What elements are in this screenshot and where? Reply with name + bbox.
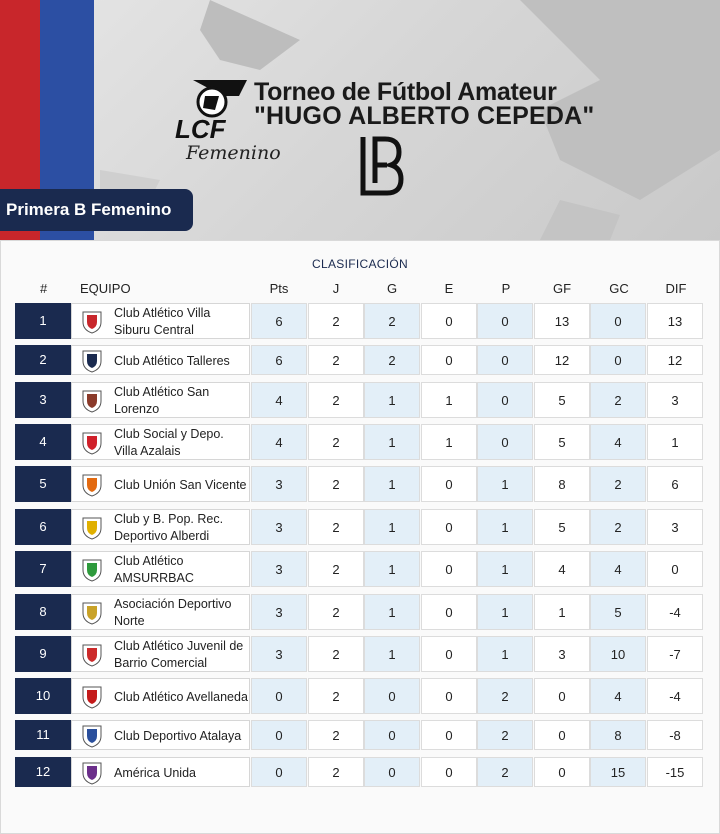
team-name: América Unida bbox=[114, 765, 196, 780]
lost-cell: 1 bbox=[477, 636, 533, 672]
blue-white-stripes-shield-icon bbox=[81, 349, 103, 373]
points-cell: 0 bbox=[251, 720, 307, 750]
won-cell: 0 bbox=[364, 720, 420, 750]
won-cell: 0 bbox=[364, 678, 420, 714]
table-row bbox=[15, 720, 705, 750]
col-team-header: EQUIPO bbox=[80, 281, 131, 296]
goals-against-cell: 0 bbox=[590, 303, 646, 339]
points-cell: 6 bbox=[251, 303, 307, 339]
team-name: Club Unión San Vicente bbox=[114, 477, 247, 492]
team-name: Club Deportivo Atalaya bbox=[114, 728, 242, 743]
goals-against-cell: 2 bbox=[590, 382, 646, 418]
goal-diff-cell: 13 bbox=[647, 303, 703, 339]
col-drawn-header: E bbox=[444, 281, 454, 296]
won-cell: 0 bbox=[364, 757, 420, 787]
played-cell: 2 bbox=[308, 345, 364, 375]
won-cell: 2 bbox=[364, 303, 420, 339]
drawn-cell: 0 bbox=[421, 757, 477, 787]
goals-against-cell: 4 bbox=[590, 551, 646, 587]
table-row bbox=[15, 636, 705, 672]
team-cell bbox=[71, 720, 250, 750]
rank-cell: 9 bbox=[15, 636, 71, 672]
won-cell: 1 bbox=[364, 594, 420, 630]
rank-cell: 3 bbox=[15, 382, 71, 418]
won-cell: 1 bbox=[364, 551, 420, 587]
goals-for-cell: 5 bbox=[534, 382, 590, 418]
drawn-cell: 0 bbox=[421, 678, 477, 714]
goals-for-cell: 12 bbox=[534, 345, 590, 375]
red-crest-icon bbox=[81, 685, 103, 709]
team-cell bbox=[71, 594, 250, 630]
table-row bbox=[15, 509, 705, 545]
table-row bbox=[15, 466, 705, 502]
rank-cell: 5 bbox=[15, 466, 71, 502]
goals-against-cell: 4 bbox=[590, 678, 646, 714]
points-cell: 3 bbox=[251, 594, 307, 630]
goals-against-cell: 0 bbox=[590, 345, 646, 375]
won-cell: 2 bbox=[364, 345, 420, 375]
tournament-title-line2: "HUGO ALBERTO CEPEDA" bbox=[254, 102, 595, 130]
goals-for-cell: 3 bbox=[534, 636, 590, 672]
played-cell: 2 bbox=[308, 382, 364, 418]
lost-cell: 1 bbox=[477, 594, 533, 630]
rank-cell: 1 bbox=[15, 303, 71, 339]
purple-figure-crest-icon bbox=[81, 761, 103, 785]
goals-for-cell: 8 bbox=[534, 466, 590, 502]
goals-for-cell: 0 bbox=[534, 678, 590, 714]
goals-against-cell: 2 bbox=[590, 466, 646, 502]
team-cell bbox=[71, 303, 250, 339]
played-cell: 2 bbox=[308, 303, 364, 339]
won-cell: 1 bbox=[364, 424, 420, 460]
rank-cell: 7 bbox=[15, 551, 71, 587]
drawn-cell: 0 bbox=[421, 466, 477, 502]
yellow-black-red-shield-icon bbox=[81, 516, 103, 540]
col-pts-header: Pts bbox=[269, 281, 289, 296]
points-cell: 4 bbox=[251, 382, 307, 418]
played-cell: 2 bbox=[308, 678, 364, 714]
goal-diff-cell: -8 bbox=[647, 720, 703, 750]
lost-cell: 2 bbox=[477, 678, 533, 714]
played-cell: 2 bbox=[308, 424, 364, 460]
goal-diff-cell: -7 bbox=[647, 636, 703, 672]
table-row bbox=[15, 345, 705, 375]
goal-diff-cell: -4 bbox=[647, 678, 703, 714]
rank-cell: 4 bbox=[15, 424, 71, 460]
team-cell bbox=[71, 757, 250, 787]
lost-cell: 1 bbox=[477, 551, 533, 587]
rank-cell: 6 bbox=[15, 509, 71, 545]
rank-cell: 8 bbox=[15, 594, 71, 630]
points-cell: 4 bbox=[251, 424, 307, 460]
played-cell: 2 bbox=[308, 551, 364, 587]
team-cell bbox=[71, 509, 250, 545]
blue-white-crest-icon bbox=[81, 724, 103, 748]
table-row bbox=[15, 382, 705, 418]
header-banner bbox=[0, 0, 720, 240]
goal-diff-cell: 3 bbox=[647, 509, 703, 545]
goals-against-cell: 4 bbox=[590, 424, 646, 460]
drawn-cell: 0 bbox=[421, 345, 477, 375]
team-name: Club Atlético Villa Siburu Central bbox=[114, 306, 211, 337]
points-cell: 6 bbox=[251, 345, 307, 375]
col-lost-header: P bbox=[501, 281, 511, 296]
points-cell: 0 bbox=[251, 757, 307, 787]
col-gf-header: GF bbox=[552, 281, 572, 296]
team-name: Club Atlético Juvenil de Barrio Comercial bbox=[114, 639, 244, 670]
team-cell bbox=[71, 424, 250, 460]
points-cell: 0 bbox=[251, 678, 307, 714]
table-row bbox=[15, 551, 705, 587]
drawn-cell: 0 bbox=[421, 636, 477, 672]
rank-cell: 11 bbox=[15, 720, 71, 750]
red-sash-shield-icon bbox=[81, 431, 103, 455]
table-row bbox=[15, 678, 705, 714]
lost-cell: 2 bbox=[477, 720, 533, 750]
lost-cell: 0 bbox=[477, 345, 533, 375]
rank-cell: 10 bbox=[15, 678, 71, 714]
col-dif-header: DIF bbox=[665, 281, 687, 296]
lcf-logo-text: LCF bbox=[175, 114, 226, 142]
team-name: Asociación Deportivo Norte bbox=[114, 597, 232, 628]
lost-cell: 1 bbox=[477, 466, 533, 502]
tournament-title-line1: Torneo de Fútbol Amateur bbox=[254, 78, 557, 106]
col-won-header: G bbox=[386, 281, 398, 296]
goal-diff-cell: 3 bbox=[647, 382, 703, 418]
goals-against-cell: 8 bbox=[590, 720, 646, 750]
lost-cell: 0 bbox=[477, 303, 533, 339]
won-cell: 1 bbox=[364, 509, 420, 545]
lost-cell: 1 bbox=[477, 509, 533, 545]
lost-cell: 0 bbox=[477, 382, 533, 418]
col-rank-header: # bbox=[40, 281, 48, 296]
team-name: Club Atlético San Lorenzo bbox=[114, 385, 210, 416]
table-row bbox=[15, 594, 705, 630]
team-name: Club Atlético Talleres bbox=[114, 353, 230, 368]
drawn-cell: 1 bbox=[421, 382, 477, 418]
col-played-header: J bbox=[332, 281, 340, 296]
drawn-cell: 1 bbox=[421, 424, 477, 460]
lost-cell: 0 bbox=[477, 424, 533, 460]
goals-against-cell: 5 bbox=[590, 594, 646, 630]
team-name: Club Atlético AMSURRBAC bbox=[114, 554, 194, 585]
goals-against-cell: 2 bbox=[590, 509, 646, 545]
team-name: Club Atlético Avellaneda bbox=[114, 689, 248, 704]
team-cell bbox=[71, 678, 250, 714]
green-stripes-shield-icon bbox=[81, 558, 103, 582]
goal-diff-cell: 1 bbox=[647, 424, 703, 460]
table-row bbox=[15, 303, 705, 339]
goals-for-cell: 1 bbox=[534, 594, 590, 630]
goals-for-cell: 5 bbox=[534, 509, 590, 545]
played-cell: 2 bbox=[308, 720, 364, 750]
goal-diff-cell: -4 bbox=[647, 594, 703, 630]
goals-for-cell: 0 bbox=[534, 720, 590, 750]
played-cell: 2 bbox=[308, 757, 364, 787]
lb-sponsor-logo bbox=[357, 135, 405, 197]
played-cell: 2 bbox=[308, 594, 364, 630]
played-cell: 2 bbox=[308, 466, 364, 502]
played-cell: 2 bbox=[308, 509, 364, 545]
goal-diff-cell: 0 bbox=[647, 551, 703, 587]
goals-against-cell: 15 bbox=[590, 757, 646, 787]
goals-for-cell: 5 bbox=[534, 424, 590, 460]
points-cell: 3 bbox=[251, 466, 307, 502]
white-gold-shield-icon bbox=[81, 601, 103, 625]
category-tag: Primera B Femenino bbox=[0, 189, 193, 231]
goal-diff-cell: 6 bbox=[647, 466, 703, 502]
goals-for-cell: 4 bbox=[534, 551, 590, 587]
team-cell bbox=[71, 382, 250, 418]
rank-cell: 12 bbox=[15, 757, 71, 787]
drawn-cell: 0 bbox=[421, 551, 477, 587]
team-name: Club Social y Depo. Villa Azalais bbox=[114, 427, 224, 458]
drawn-cell: 0 bbox=[421, 594, 477, 630]
col-gc-header: GC bbox=[609, 281, 629, 296]
goal-diff-cell: 12 bbox=[647, 345, 703, 375]
table-row bbox=[15, 757, 705, 787]
goals-for-cell: 13 bbox=[534, 303, 590, 339]
drawn-cell: 0 bbox=[421, 303, 477, 339]
goal-diff-cell: -15 bbox=[647, 757, 703, 787]
table-title: CLASIFICACIÓN bbox=[312, 257, 408, 271]
lcf-logo bbox=[175, 78, 249, 142]
drawn-cell: 0 bbox=[421, 720, 477, 750]
team-name: Club y B. Pop. Rec. Deportivo Alberdi bbox=[114, 512, 224, 543]
red-white-shield-icon bbox=[81, 310, 103, 334]
won-cell: 1 bbox=[364, 382, 420, 418]
round-brown-crest-icon bbox=[81, 389, 103, 413]
lost-cell: 2 bbox=[477, 757, 533, 787]
orange-oval-crest-icon bbox=[81, 473, 103, 497]
team-cell bbox=[71, 345, 250, 375]
points-cell: 3 bbox=[251, 509, 307, 545]
goals-against-cell: 10 bbox=[590, 636, 646, 672]
team-cell bbox=[71, 636, 250, 672]
won-cell: 1 bbox=[364, 466, 420, 502]
goals-for-cell: 0 bbox=[534, 757, 590, 787]
points-cell: 3 bbox=[251, 551, 307, 587]
won-cell: 1 bbox=[364, 636, 420, 672]
points-cell: 3 bbox=[251, 636, 307, 672]
team-cell bbox=[71, 466, 250, 502]
played-cell: 2 bbox=[308, 636, 364, 672]
rank-cell: 2 bbox=[15, 345, 71, 375]
table-row bbox=[15, 424, 705, 460]
red-stripes-shield-icon bbox=[81, 643, 103, 667]
team-cell bbox=[71, 551, 250, 587]
drawn-cell: 0 bbox=[421, 509, 477, 545]
femenino-label: Femenino bbox=[186, 142, 281, 164]
